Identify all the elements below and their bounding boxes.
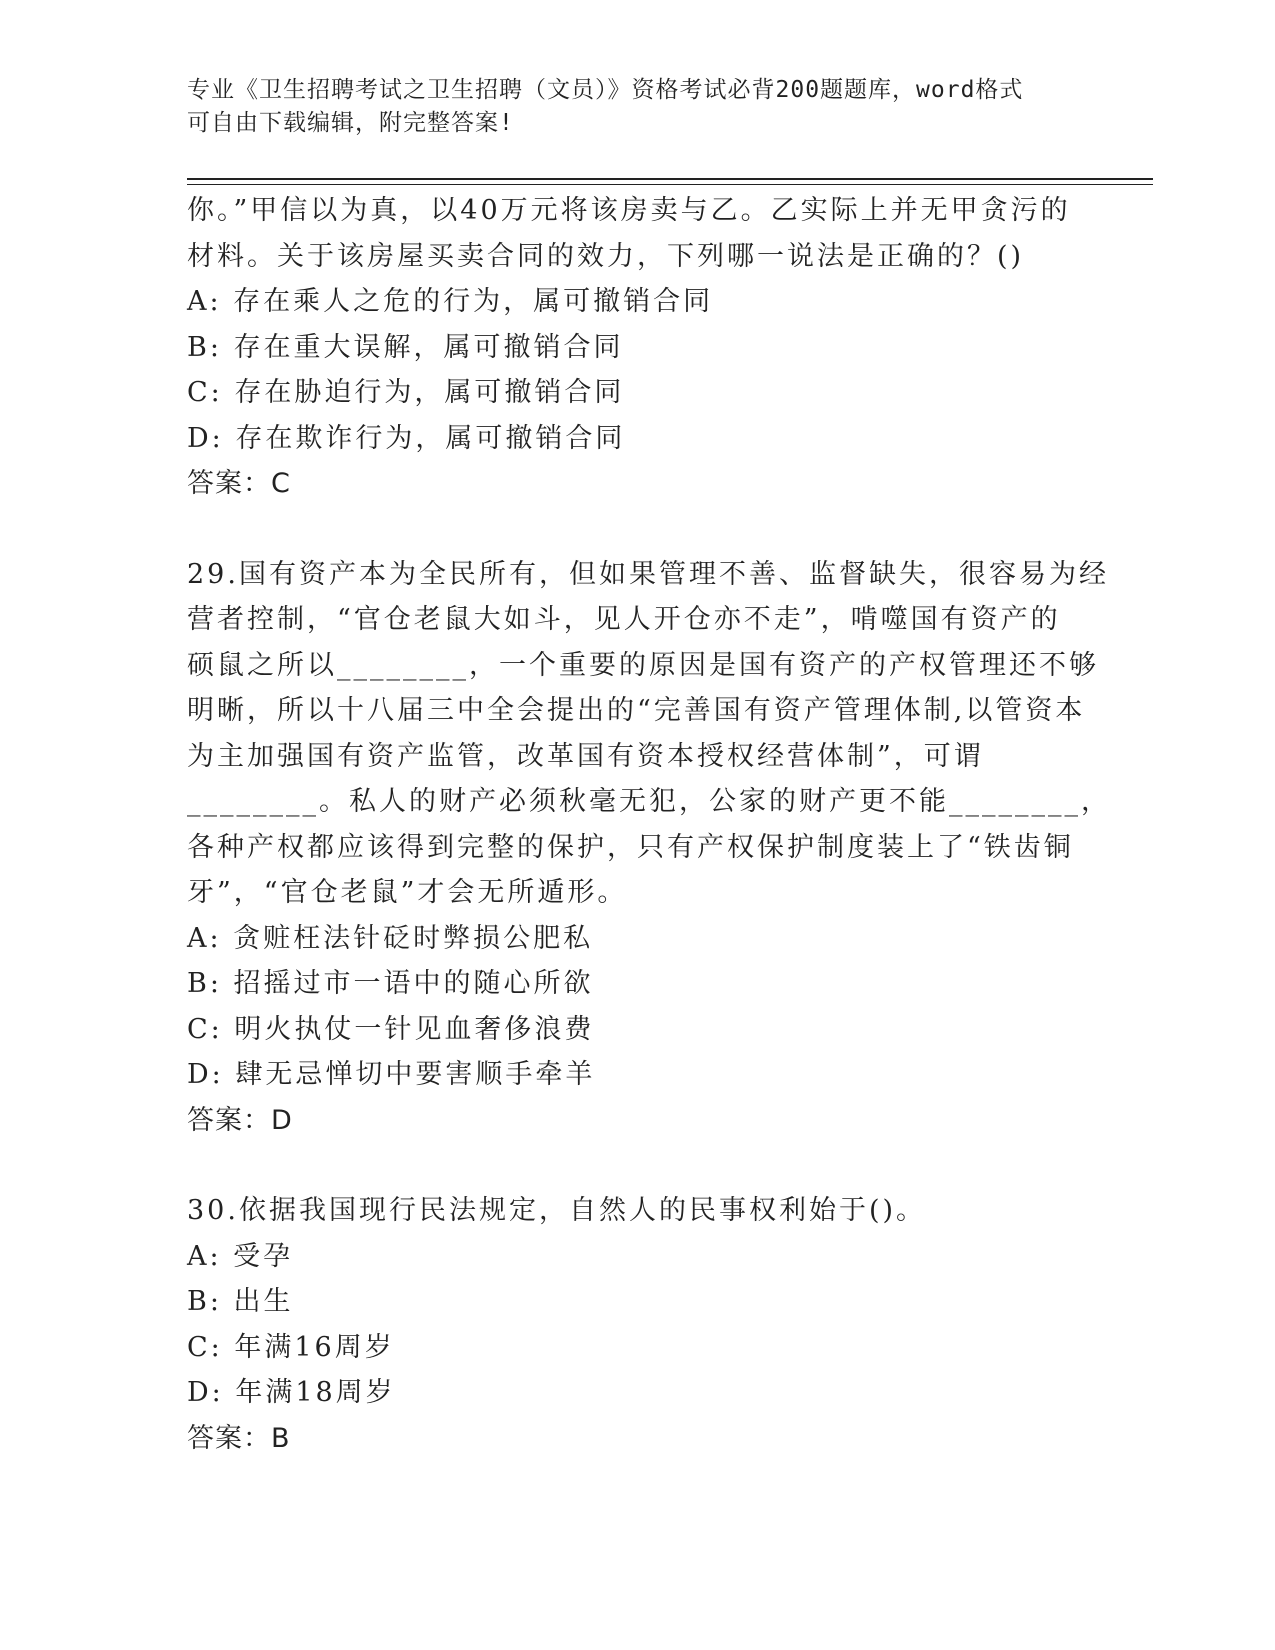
header-line-1: 专业《卫生招聘考试之卫生招聘（文员）》资格考试必背200题题库，word格式	[187, 77, 1024, 103]
option-a: A: 存在乘人之危的行为，属可撤销合同	[187, 286, 714, 317]
question-text-line: 牙”，“官仓老鼠”才会无所遁形。	[187, 877, 628, 908]
option-c: C: 存在胁迫行为，属可撤销合同	[187, 377, 625, 408]
question-text-line: 各种产权都应该得到完整的保护，只有产权保护制度装上了“铁齿铜	[187, 831, 1074, 863]
answer-label: 答案：C	[187, 468, 291, 499]
option-b: B: 出生	[187, 1286, 294, 1317]
option-c: C: 明火执仗一针见血奢侈浪费	[187, 1013, 595, 1045]
document-header	[187, 74, 1087, 140]
header-divider-thick	[187, 178, 1153, 180]
option-d: D: 年满18周岁	[187, 1377, 396, 1408]
answer-label: 答案：B	[187, 1422, 291, 1454]
question-text-line: 29.国有资产本为全民所有，但如果管理不善、监督缺失，很容易为经	[187, 558, 1109, 590]
question-text-line: 硕鼠之所以________，一个重要的原因是国有资产的产权管理还不够	[187, 649, 1099, 681]
question-spacer	[187, 1143, 1087, 1188]
option-b: B: 招摇过市一语中的随心所欲	[187, 968, 594, 999]
question-text-line: 营者控制，“官仓老鼠大如斗，见人开仓亦不走”，啃噬国有资产的	[187, 604, 1061, 635]
question-29	[187, 552, 1111, 1144]
header-line-2: 可自由下载编辑，附完整答案!	[187, 110, 514, 136]
question-text-line: 材料。关于该房屋买卖合同的效力，下列哪一说法是正确的？()	[187, 240, 1025, 272]
question-text-line: 明晰，所以十八届三中全会提出的“完善国有资产管理体制,以管资本	[187, 695, 1086, 726]
question-body	[187, 188, 1111, 1461]
question-text-line: ________。私人的财产必须秋毫无犯，公家的财产更不能________，	[187, 786, 1111, 817]
option-a: A: 受孕	[187, 1240, 294, 1272]
option-d: D: 存在欺诈行为，属可撤销合同	[187, 422, 626, 454]
question-text-line: 你。”甲信以为真，以40万元将该房卖与乙。乙实际上并无甲贪污的	[187, 195, 1071, 226]
question-spacer	[187, 507, 1087, 552]
question-28-continuation	[187, 188, 1087, 507]
option-b: B: 存在重大误解，属可撤销合同	[187, 331, 624, 363]
answer-label: 答案：D	[187, 1104, 293, 1136]
question-text-line: 为主加强国有资产监管，改革国有资本授权经营体制”，可谓	[187, 740, 984, 772]
question-30	[187, 1188, 1087, 1461]
question-text-line: 30.依据我国现行民法规定，自然人的民事权利始于()。	[187, 1195, 927, 1226]
option-d: D: 肆无忌惮切中要害顺手牵羊	[187, 1059, 596, 1090]
option-c: C: 年满16周岁	[187, 1331, 395, 1363]
option-a: A: 贪赃枉法针砭时弊损公肥私	[187, 922, 594, 954]
header-divider-thin	[187, 184, 1153, 185]
